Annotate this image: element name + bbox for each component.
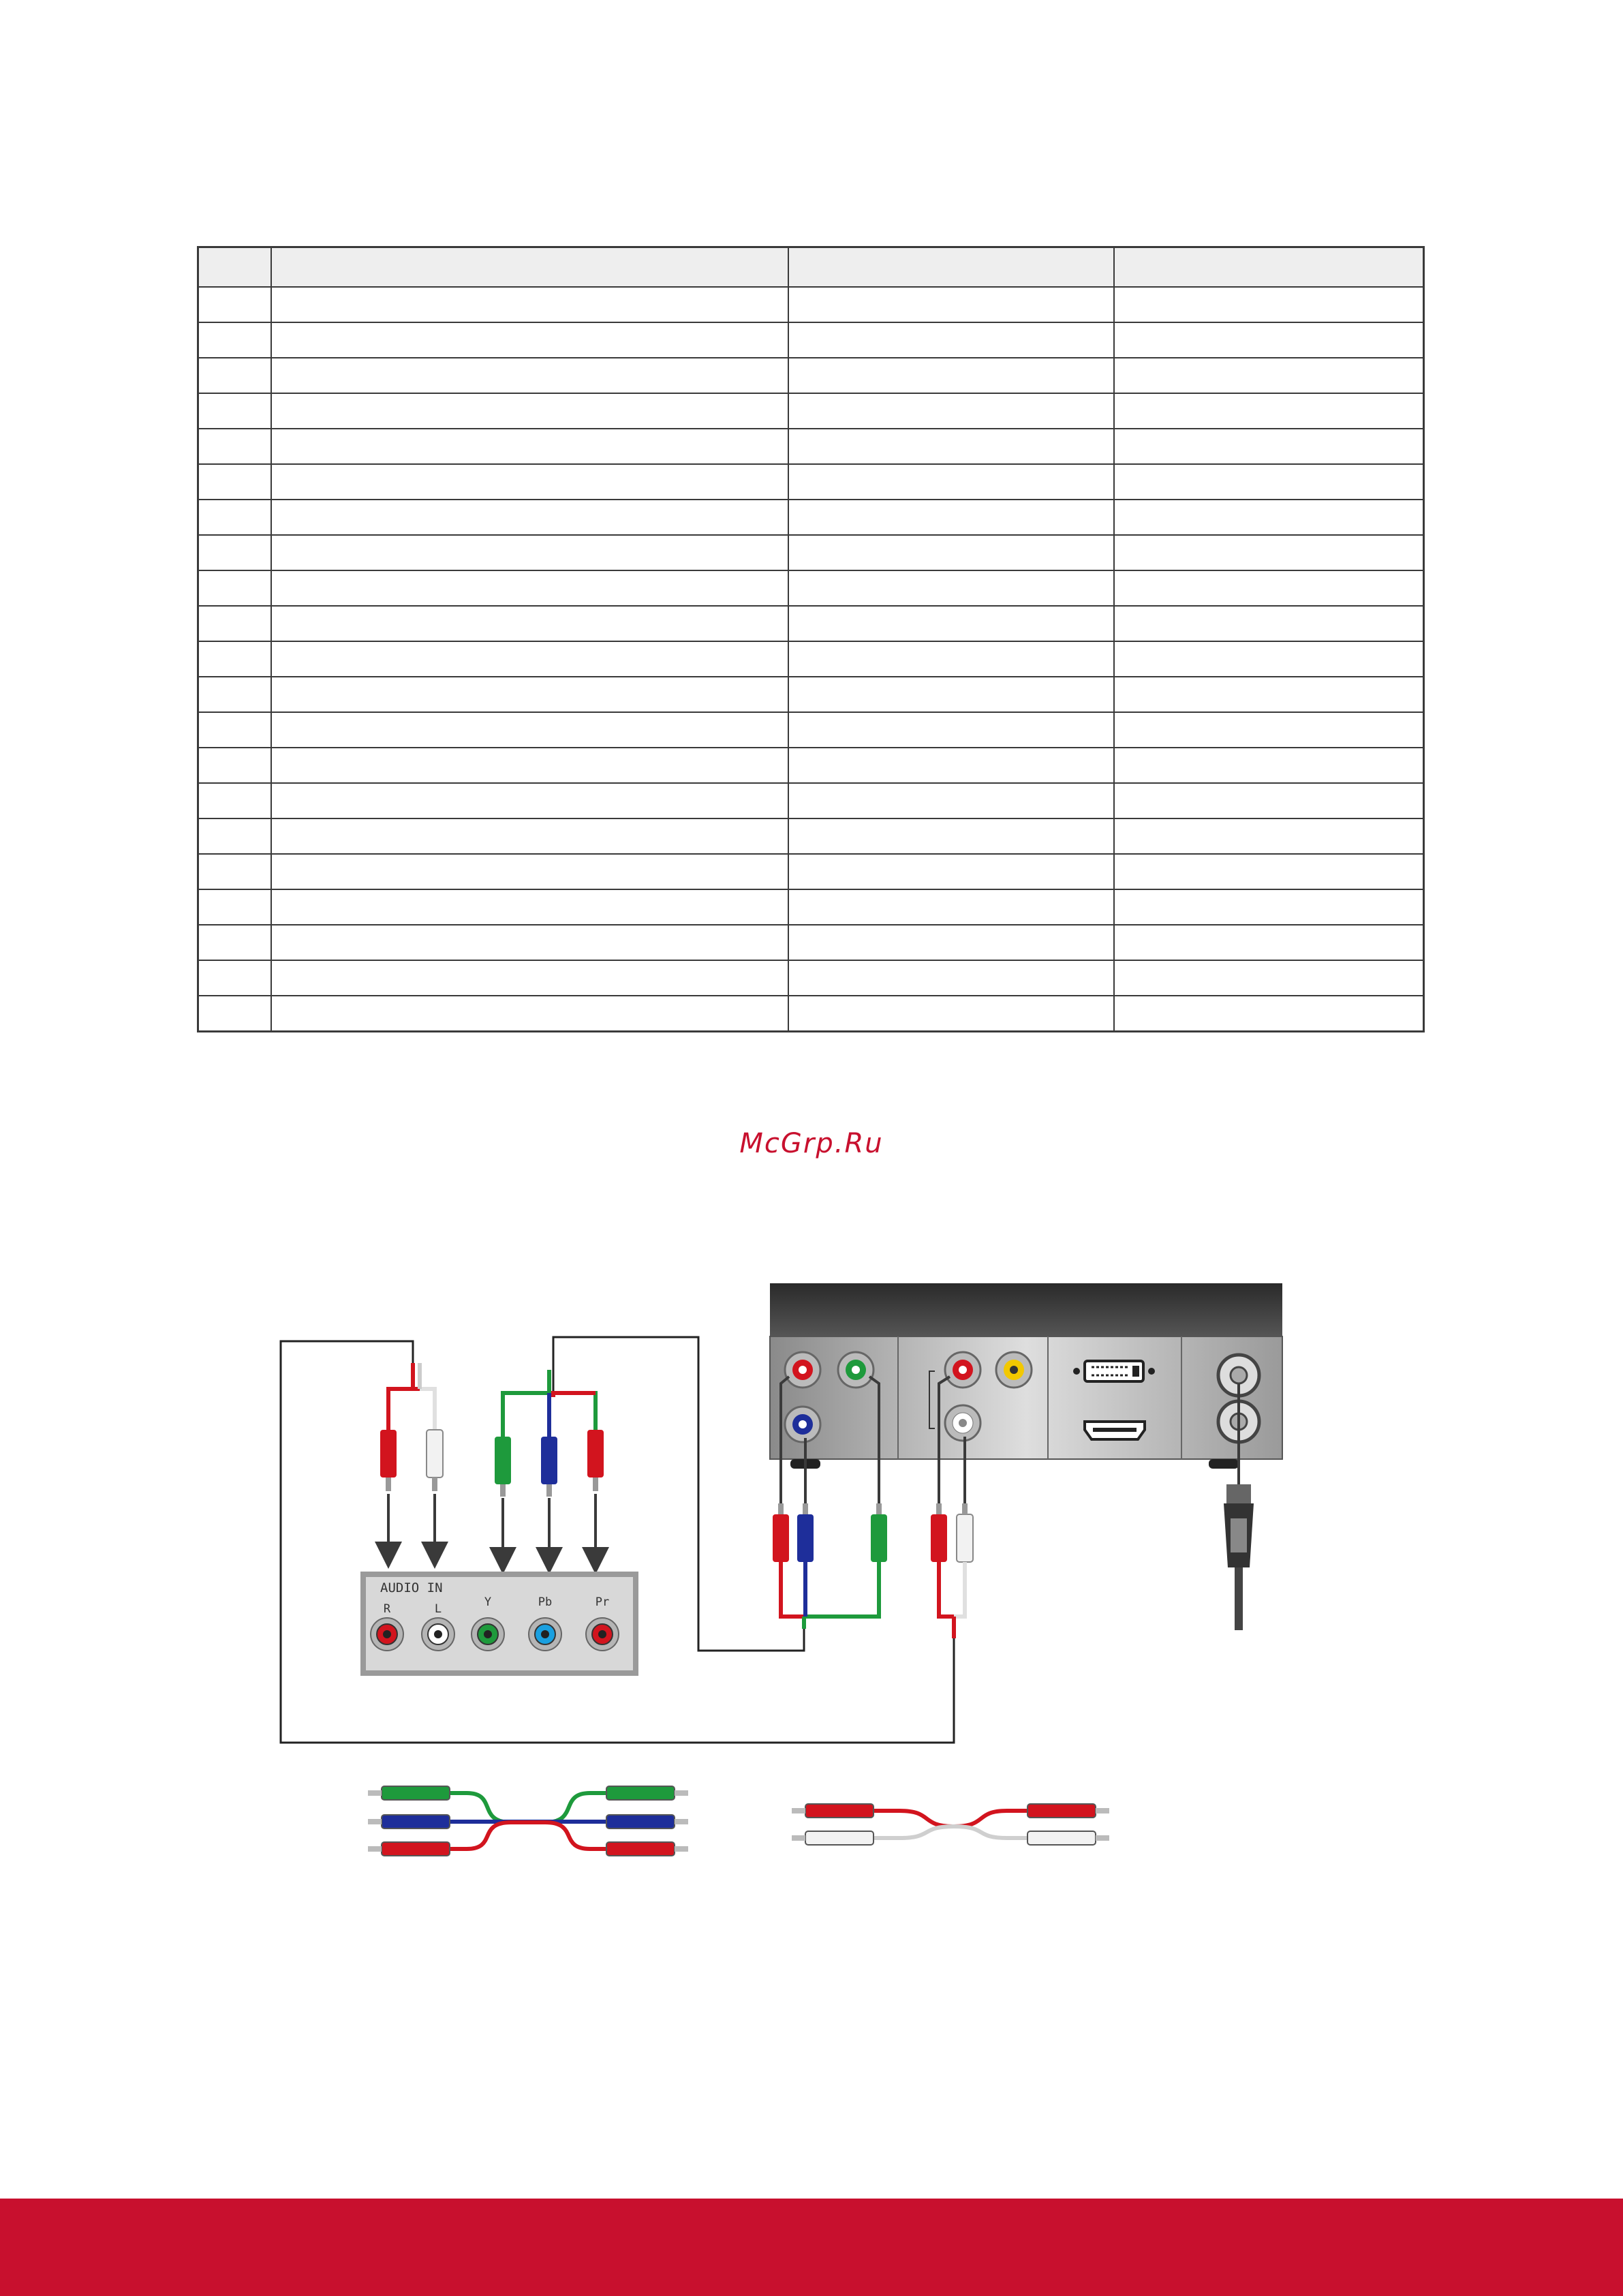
tv-jack-pr bbox=[586, 1618, 619, 1651]
table-cell bbox=[198, 464, 271, 500]
table-row bbox=[198, 960, 1424, 996]
table-row bbox=[198, 783, 1424, 818]
table-cell bbox=[788, 535, 1114, 570]
table-cell bbox=[788, 393, 1114, 429]
plug-audio-r bbox=[380, 1430, 397, 1478]
table-cell bbox=[198, 783, 271, 818]
table-cell bbox=[788, 996, 1114, 1032]
table-cell bbox=[1114, 960, 1424, 996]
table-cell bbox=[271, 464, 788, 500]
component-cable-illustration bbox=[368, 1786, 688, 1856]
table-cell bbox=[198, 960, 271, 996]
table-cell bbox=[788, 429, 1114, 464]
table-cell bbox=[788, 606, 1114, 641]
table-cell bbox=[271, 783, 788, 818]
audio-in-label: AUDIO IN bbox=[380, 1580, 443, 1595]
watermark-text: McGrp.Ru bbox=[739, 1128, 884, 1159]
table-row bbox=[198, 748, 1424, 783]
table-cell bbox=[788, 818, 1114, 854]
table-cell bbox=[271, 393, 788, 429]
source-cable-bundle bbox=[380, 1363, 604, 1561]
plug-y bbox=[495, 1437, 511, 1484]
table-cell bbox=[271, 287, 788, 322]
table-cell bbox=[788, 358, 1114, 393]
table-row bbox=[198, 535, 1424, 570]
table-cell bbox=[271, 429, 788, 464]
table-cell bbox=[198, 748, 271, 783]
table-cell bbox=[198, 429, 271, 464]
table-cell bbox=[1114, 783, 1424, 818]
table-cell bbox=[271, 358, 788, 393]
table-row bbox=[198, 606, 1424, 641]
table-cell bbox=[1114, 393, 1424, 429]
table-cell bbox=[198, 996, 271, 1032]
table-cell bbox=[271, 960, 788, 996]
table-cell bbox=[788, 748, 1114, 783]
table-cell bbox=[788, 322, 1114, 358]
table-cell bbox=[271, 606, 788, 641]
table-cell bbox=[788, 641, 1114, 677]
table-cell bbox=[1114, 818, 1424, 854]
connection-diagram bbox=[0, 1261, 1623, 1908]
table-cell bbox=[1114, 925, 1424, 960]
table-cell bbox=[1114, 287, 1424, 322]
plug-pr bbox=[587, 1430, 604, 1478]
table-header-cell bbox=[788, 247, 1114, 288]
table-row bbox=[198, 712, 1424, 748]
table-cell bbox=[198, 287, 271, 322]
table-row bbox=[198, 570, 1424, 606]
table-cell bbox=[788, 464, 1114, 500]
jack-label-r: R bbox=[383, 1602, 391, 1616]
table-row bbox=[198, 358, 1424, 393]
table-cell bbox=[198, 641, 271, 677]
table-cell bbox=[198, 358, 271, 393]
table-cell bbox=[788, 889, 1114, 925]
table-cell bbox=[271, 500, 788, 535]
source-device-rear-panel bbox=[770, 1283, 1282, 1469]
table-cell bbox=[271, 854, 788, 889]
table-cell bbox=[1114, 464, 1424, 500]
table-cell bbox=[1114, 358, 1424, 393]
spec-table bbox=[197, 246, 1425, 1032]
table-cell bbox=[788, 960, 1114, 996]
table-header-cell bbox=[271, 247, 788, 288]
table-cell bbox=[198, 854, 271, 889]
table-cell bbox=[198, 889, 271, 925]
table-cell bbox=[1114, 535, 1424, 570]
table-header-row bbox=[198, 247, 1424, 288]
table-cell bbox=[1114, 641, 1424, 677]
table-cell bbox=[271, 925, 788, 960]
table-row bbox=[198, 818, 1424, 854]
tv-jack-pb bbox=[529, 1618, 561, 1651]
table-header-cell bbox=[1114, 247, 1424, 288]
jack-label-pr: Pr bbox=[595, 1595, 610, 1609]
table-cell bbox=[1114, 889, 1424, 925]
table-cell bbox=[271, 535, 788, 570]
tv-input-panel bbox=[363, 1574, 636, 1673]
table-row bbox=[198, 641, 1424, 677]
table-cell bbox=[1114, 996, 1424, 1032]
table-cell bbox=[1114, 712, 1424, 748]
plug-pb bbox=[541, 1437, 557, 1484]
table-row bbox=[198, 287, 1424, 322]
table-cell bbox=[788, 677, 1114, 712]
table-cell bbox=[271, 641, 788, 677]
table-row bbox=[198, 854, 1424, 889]
table-row bbox=[198, 889, 1424, 925]
jack-label-y: Y bbox=[484, 1595, 492, 1609]
table-row bbox=[198, 393, 1424, 429]
table-cell bbox=[198, 393, 271, 429]
table-row bbox=[198, 429, 1424, 464]
table-cell bbox=[198, 535, 271, 570]
table-cell bbox=[198, 925, 271, 960]
jack-label-pb: Pb bbox=[538, 1595, 553, 1609]
spec-table-container bbox=[197, 246, 1425, 1032]
footer-bar bbox=[0, 2199, 1623, 2296]
table-row bbox=[198, 500, 1424, 535]
table-row bbox=[198, 996, 1424, 1032]
table-cell bbox=[271, 818, 788, 854]
table-cell bbox=[788, 925, 1114, 960]
table-cell bbox=[271, 570, 788, 606]
table-cell bbox=[271, 889, 788, 925]
table-cell bbox=[198, 712, 271, 748]
audio-cable-illustration bbox=[792, 1804, 1109, 1845]
table-cell bbox=[271, 712, 788, 748]
table-cell bbox=[198, 570, 271, 606]
table-cell bbox=[1114, 677, 1424, 712]
table-cell bbox=[271, 677, 788, 712]
table-cell bbox=[1114, 500, 1424, 535]
table-cell bbox=[788, 500, 1114, 535]
table-cell bbox=[198, 322, 271, 358]
table-cell bbox=[1114, 570, 1424, 606]
table-cell bbox=[788, 570, 1114, 606]
table-row bbox=[198, 464, 1424, 500]
tv-jack-r bbox=[371, 1618, 403, 1651]
table-cell bbox=[788, 783, 1114, 818]
tv-jack-y bbox=[472, 1618, 504, 1651]
jack-label-l: L bbox=[434, 1602, 442, 1616]
table-cell bbox=[1114, 322, 1424, 358]
tv-jack-l bbox=[422, 1618, 454, 1651]
table-cell bbox=[1114, 748, 1424, 783]
table-cell bbox=[271, 748, 788, 783]
table-cell bbox=[788, 712, 1114, 748]
table-cell bbox=[198, 677, 271, 712]
table-cell bbox=[1114, 606, 1424, 641]
table-row bbox=[198, 925, 1424, 960]
table-cell bbox=[198, 500, 271, 535]
plug-audio-l bbox=[427, 1430, 443, 1478]
table-cell bbox=[1114, 854, 1424, 889]
table-row bbox=[198, 322, 1424, 358]
table-cell bbox=[788, 287, 1114, 322]
table-cell bbox=[198, 606, 271, 641]
table-cell bbox=[1114, 429, 1424, 464]
table-cell bbox=[271, 322, 788, 358]
table-cell bbox=[788, 854, 1114, 889]
table-cell bbox=[271, 996, 788, 1032]
table-header-cell bbox=[198, 247, 271, 288]
table-row bbox=[198, 677, 1424, 712]
table-cell bbox=[198, 818, 271, 854]
